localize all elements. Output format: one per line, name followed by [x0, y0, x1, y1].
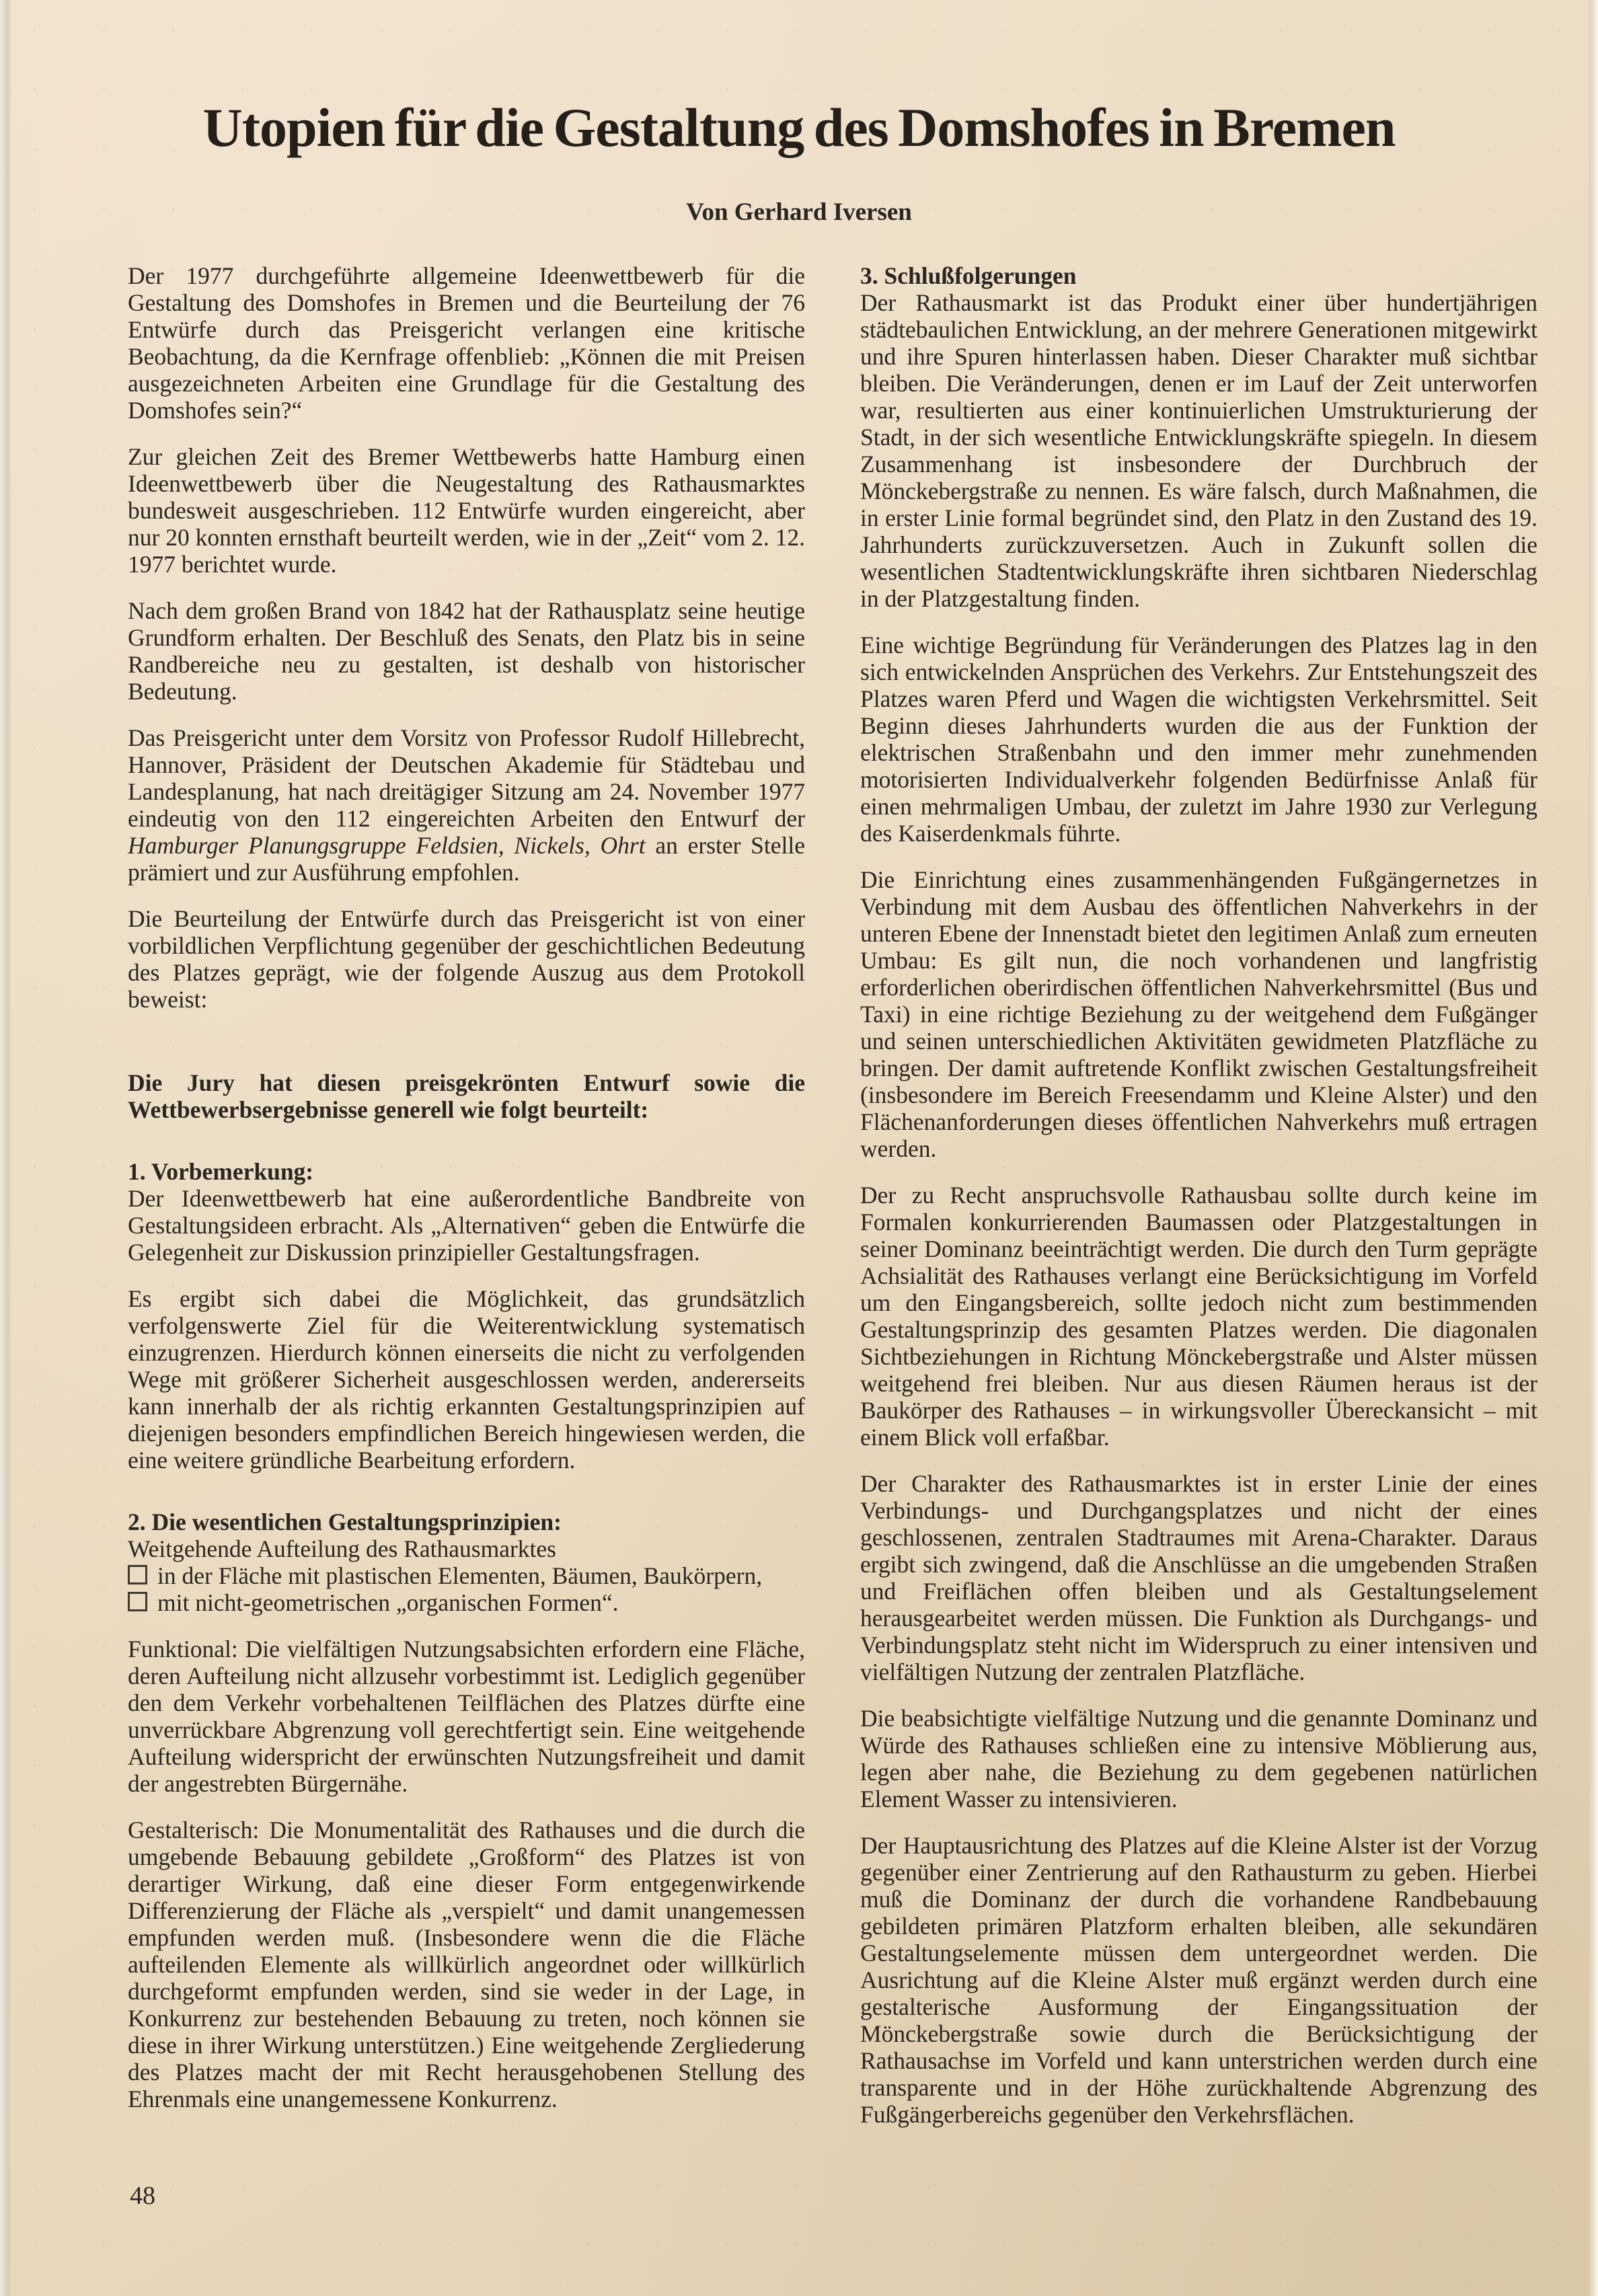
paragraph-text: an erster Stelle prämiert und zur Ausführung empfohlen. [128, 832, 806, 886]
list-item [128, 1562, 805, 1589]
paragraph: Der zu Recht anspruchsvolle Rathausbau sollte durch keine im Formalen konkurrierenden Baumassen oder Platzgestaltungen in seiner Dominanz beeinträchtigt werden. Die durch den Turm geprägte Achsialität des Rathauses verlangt eine Berücksichtigung im Vorfeld um den Eingangsbereich, sollte jedoch nicht zum bestimmenden Gestaltungsprinzip des gesamten Platzes werden. Die diagonalen Sichtbeziehungen in Richtung Mönckebergstraße und Alster müssen weitgehend frei bleiben. Nur aus diesen Räumen heraus ist der Baukörper des Rathauses – in wirkungsvoller Übereckansicht – mit einem Blick voll erfaßbar. [860, 1182, 1537, 1451]
paragraph: Der 1977 durchgeführte allgemeine Ideenwettbewerb für die Gestaltung des Domshofes in Bremen und die Beurteilung der 76 Entwürfe durch das Preisgericht verlangen eine kritische Beobachtung, da die Kernfrage offenblieb: „Können die mit Preisen ausgezeichneten Arbeiten eine Grundlage für die Gestaltung des Domshofes sein?“ [128, 262, 805, 424]
article-byline: Von Gerhard Iversen [686, 198, 912, 226]
paragraph-text: Das Preisgericht unter dem Vorsitz von Professor Rudolf Hillebrecht, Hannover, Präsident der Deutschen Akademie für Städtebau und Landesplanung, hat nach dreitägiger Sitzung am 24. November 1977 eindeutig von den 112 eingereichten Arbeiten den Entwurf der [128, 724, 805, 832]
paragraph [128, 724, 805, 886]
article-body [128, 262, 1537, 2128]
page-number: 48 [130, 2182, 155, 2210]
paragraph: Eine wichtige Begründung für Veränderungen des Platzes lag in den sich entwickelnden Ansprüchen des Verkehrs. Zur Entstehungszeit des Platzes waren Pferd und Wagen die wichtigsten Verkehrsmittel. Seit Beginn dieses Jahrhunderts wurden die aus der Funktion der elektrischen Straßenbahn und den immer mehr zunehmenden motorisierten Individualverkehr folgenden Bedürfnisse Anlaß für einen mehrmaligen Umbau, der zuletzt im Jahre 1930 zur Verlegung des Kaiserdenkmals führte. [860, 632, 1537, 847]
paragraph: Die Beurteilung der Entwürfe durch das Preisgericht ist von einer vorbildlichen Verpflichtung gegenüber der geschichtlichen Bedeutung des Platzes geprägt, wie der folgende Auszug aus dem Protokoll beweist: [128, 905, 805, 1013]
paragraph: Zur gleichen Zeit des Bremer Wettbewerbs hatte Hamburg einen Ideenwettbewerb über die Neugestaltung des Rathausmarktes bundesweit ausgeschrieben. 112 Entwürfe wurden eingereicht, aber nur 20 konnten ernsthaft beurteilt werden, wie in der „Zeit“ vom 2. 12. 1977 berichtet wurde. [128, 443, 805, 578]
paragraph: Der Rathausmarkt ist das Produkt einer über hundertjährigen städtebaulichen Entwicklung, an der mehrere Generationen mitgewirkt und ihre Spuren hinterlassen haben. Dieser Charakter muß sichtbar bleiben. Die Veränderungen, denen er im Lauf der Zeit unterworfen war, resultierten aus einer kontinuierlichen Umstrukturierung der Stadt, in der sich wesentliche Entwicklungskräfte spiegeln. In diesem Zusammenhang ist insbesondere der Durchbruch der Mönckebergstraße zu nennen. Es wäre falsch, durch Maßnahmen, die in erster Linie formal begründet sind, den Platz in den Zustand des 19. Jahrhunderts zurückzuversetzen. Auch in Zukunft sollen die wesentlichen Stadtentwicklungskräfte ihren sichtbaren Niederschlag in der Platzgestaltung finden. [860, 289, 1537, 612]
paragraph: Der Hauptausrichtung des Platzes auf die Kleine Alster ist der Vorzug gegenüber einer Zentrierung auf den Rathausturm zu geben. Hierbei muß die Dominanz der durch die vorhandene Randbebauung gebildeten primären Platzform erhalten bleiben, alle sekundären Gestaltungselemente müssen dem untergeordnet werden. Die Ausrichtung auf die Kleine Alster muß ergänzt werden durch eine gestalterische Ausformung der Eingangssituation der Mönckebergstraße sowie durch die Berücksichtigung der Rathausachse im Vorfeld und kann unterstrichen werden durch eine transparente und in der Höhe zurückhaltende Abgrenzung des Fußgängerbereichs gegenüber den Verkehrsflächen. [860, 1832, 1537, 2128]
section-heading-gestaltungsprinzipien: 2. Die wesentlichen Gestaltungsprinzipien: [128, 1508, 562, 1535]
list-item-label: mit nicht-geometrischen „organischen Formen“. [157, 1589, 619, 1616]
scan-edge-right [1588, 0, 1598, 2296]
paragraph-gestalterisch: Gestalterisch: Die Monumentalität des Rathauses und die durch die umgebende Bebauung gebildete „Großform“ des Platzes ist von derartiger Wirkung, daß eine dieser Form entgegenwirkende Differenzierung der Fläche als „verspielt“ und damit unangemessen empfunden werden muß. (Insbesondere wenn die die Fläche aufteilenden Elemente als willkürlich angeordnet oder willkürlich durchgeformt empfunden werden, sind sie weder in der Lage, in Konkurrenz zur bestehenden Bebauung zu treten, noch können sie diese in ihrer Wirkung unterstützen.) Eine weitgehende Zergliederung des Platzes macht der mit Recht herausgehobenen Stellung des Ehrenmals eine unangemessene Konkurrenz. [128, 1816, 805, 2112]
paragraph: Nach dem großen Brand von 1842 hat der Rathausplatz seine heutige Grundform erhalten. Der Beschluß des Senats, den Platz bis in seine Randbereiche neu zu gestalten, ist deshalb von historischer Bedeutung. [128, 597, 805, 705]
jury-statement: Die Jury hat diesen preisgekrönten Entwurf sowie die Wettbewerbsergebnisse generell wie folgt beurteilt: [128, 1069, 805, 1123]
checkbox-icon [128, 1592, 147, 1611]
paragraph: Der Charakter des Rathausmarktes ist in erster Linie der eines Verbindungs- und Durchgangsplatzes und nicht der eines geschlossenen, zentralen Stadtraumes mit Arena-Charakter. Daraus ergibt sich zwingend, daß die Anschlüsse an die umgebenden Straßen und Freiflächen offen bleiben und als Gestaltungselement herausgearbeitet werden müssen. Die Funktion als Durchgangs- und Verbindungsplatz steht nicht im Widerspruch zu einer intensiven und vielfältigen Nutzung der zentralen Platzfläche. [860, 1470, 1537, 1685]
paragraph: Die beabsichtigte vielfältige Nutzung und die genannte Dominanz und Würde des Rathauses schließen eine zu intensive Möblierung aus, legen aber nahe, die Beziehung zu dem gegebenen natürlichen Element Wasser zu intensivieren. [860, 1705, 1537, 1812]
article-title: Utopien für die Gestaltung des Domshofes in Bremen [202, 97, 1396, 158]
section-heading-schlussfolgerungen: 3. Schlußfolgerungen [860, 262, 1077, 289]
right-column [860, 262, 1537, 2128]
section-heading-vorbemerkung: 1. Vorbemerkung: [128, 1158, 314, 1185]
left-column [128, 262, 805, 2112]
list-item-label: in der Fläche mit plastischen Elementen, Bäumen, Baukörpern, [157, 1562, 763, 1589]
paragraph: Der Ideenwettbewerb hat eine außerordentliche Bandbreite von Gestaltungsideen erbracht. Als „Alternativen“ geben die Entwürfe die Gelegenheit zur Diskussion prinzipieller Gestaltungsfragen. [128, 1185, 805, 1266]
list-intro: Weitgehende Aufteilung des Rathausmarktes [128, 1535, 556, 1562]
paragraph: Es ergibt sich dabei die Möglichkeit, das grundsätzlich verfolgenswerte Ziel für die Weiterentwicklung systematisch einzugrenzen. Hierdurch können einerseits die nicht zu verfolgenden Wege mit größerer Sicherheit ausgeschlossen werden, andererseits kann innerhalb der als richtig erkannten Gestaltungsprinzipien auf diejenigen besonders empfindlichen Bereich hingewiesen werden, die eine weitere gründliche Bearbeitung erfordern. [128, 1285, 805, 1474]
paragraph: Die Einrichtung eines zusammenhängenden Fußgängernetzes in Verbindung mit dem Ausbau des öffentlichen Nahverkehrs in der unteren Ebene der Innenstadt bietet den legitimen Anlaß zum erneuten Umbau: Es gilt nun, die noch vorhandenen und langfristig erforderlichen oberirdischen öffentlichen Nahverkehrsmittel (Bus und Taxi) in eine richtige Beziehung zu der weitgehend dem Fußgänger und seinen unterschiedlichen Aktivitäten gewidmeten Platzfläche zu bringen. Der damit auftretende Konflikt zwischen Gestaltungsfreiheit (insbesondere im Bereich Freesendamm und Kleine Alster) und den Flächenanforderungen dieses öffentlichen Nahverkehrs muß ertragen werden. [860, 866, 1537, 1162]
list-item [128, 1589, 805, 1616]
designer-group-names: Hamburger Planungsgruppe Feldsien, Nickels, Ohrt [128, 832, 646, 859]
checkbox-icon [128, 1565, 147, 1584]
paragraph-funktional: Funktional: Die vielfältigen Nutzungsabsichten erfordern eine Fläche, deren Aufteilung nicht allzusehr vorbestimmt ist. Lediglich gegenüber den dem Verkehr vorbehaltenen Teilflächen des Platzes dürfte eine unverrückbare Abgrenzung voll gerechtfertigt sein. Eine weitgehende Aufteilung widerspricht der erwünschten Nutzungsfreiheit und damit der angestrebten Bürgernähe. [128, 1636, 805, 1797]
scan-edge-left [0, 0, 11, 2296]
